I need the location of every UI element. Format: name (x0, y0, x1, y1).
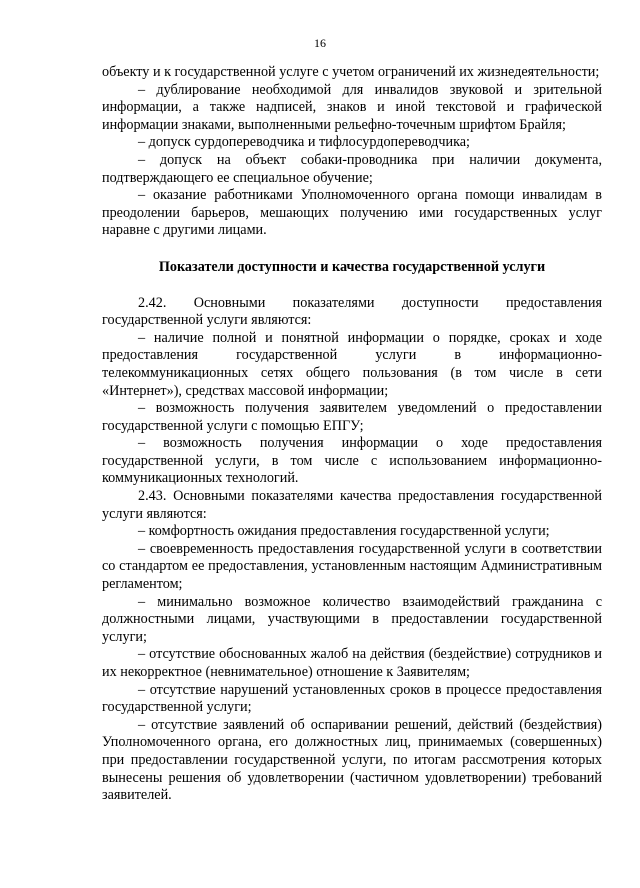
list-item: – отсутствие заявлений об оспаривании решений, действий (бездействия) Уполномоченного органа, его должностных лиц, принимаемых (совершенных) при предоставлении государственной услуги, по итогам рассмотрения которых вынесены решения об удовлетворении (частичном удовлетворении) требований заявителей. (102, 716, 602, 804)
section-heading: Показатели доступности и качества государственной услуги (158, 258, 546, 275)
list-item: – комфортность ожидания предоставления государственной услуги; (138, 523, 550, 540)
list-item: – наличие полной и понятной информации о порядке, сроках и ходе предоставления государственной услуги в информационно-телекоммуникационных сетях общего пользования (в том числе в сети «Интернет»), средствах массовой информации; (102, 329, 602, 399)
clause-2-42: 2.42. Основными показателями доступности предоставления государственной услуги являются: (102, 294, 602, 329)
list-item: – допуск на объект собаки-проводника при наличии документа, подтверждающего ее специальное обучение; (102, 151, 602, 186)
list-item: – допуск сурдопереводчика и тифлосурдопереводчика; (138, 134, 470, 151)
list-item: – отсутствие нарушений установленных сроков в процессе предоставления государственной услуги; (102, 681, 602, 716)
list-item: – своевременность предоставления государственной услуги в соответствии со стандартом ее предоставления, установленным настоящим Административным регламентом; (102, 540, 602, 593)
list-item: – оказание работниками Уполномоченного органа помощи инвалидам в преодолении барьеров, мешающих получению ими государственных услуг наравне с другими лицами. (102, 187, 602, 239)
list-item: – возможность получения информации о ходе предоставления государственной услуги, в том числе с использованием информационно-коммуникационных технологий. (102, 435, 602, 487)
paragraph-continuation: объекту и к государственной услуге с учетом ограничений их жизнедеятельности; (102, 64, 600, 80)
list-item: – возможность получения заявителем уведомлений о предоставлении государственной услуги с помощью ЕПГУ; (102, 400, 602, 434)
clause-2-43: 2.43. Основными показателями качества предоставления государственной услуги являются: (102, 488, 602, 522)
list-item: – минимально возможное количество взаимодействий гражданина с должностными лицами, участвующими в предоставлении государственной услуги; (102, 593, 602, 645)
page-number: 16 (314, 36, 326, 50)
document-body (102, 64, 602, 805)
list-item: – отсутствие обоснованных жалоб на действия (бездействие) сотрудников и их некорректное (невнимательное) отношение к Заявителям; (102, 646, 602, 680)
list-item: – дублирование необходимой для инвалидов звуковой и зрительной информации, а также надписей, знаков и иной текстовой и графической информации знаками, выполненными рельефно-точечным шрифтом Брайля; (102, 81, 602, 133)
